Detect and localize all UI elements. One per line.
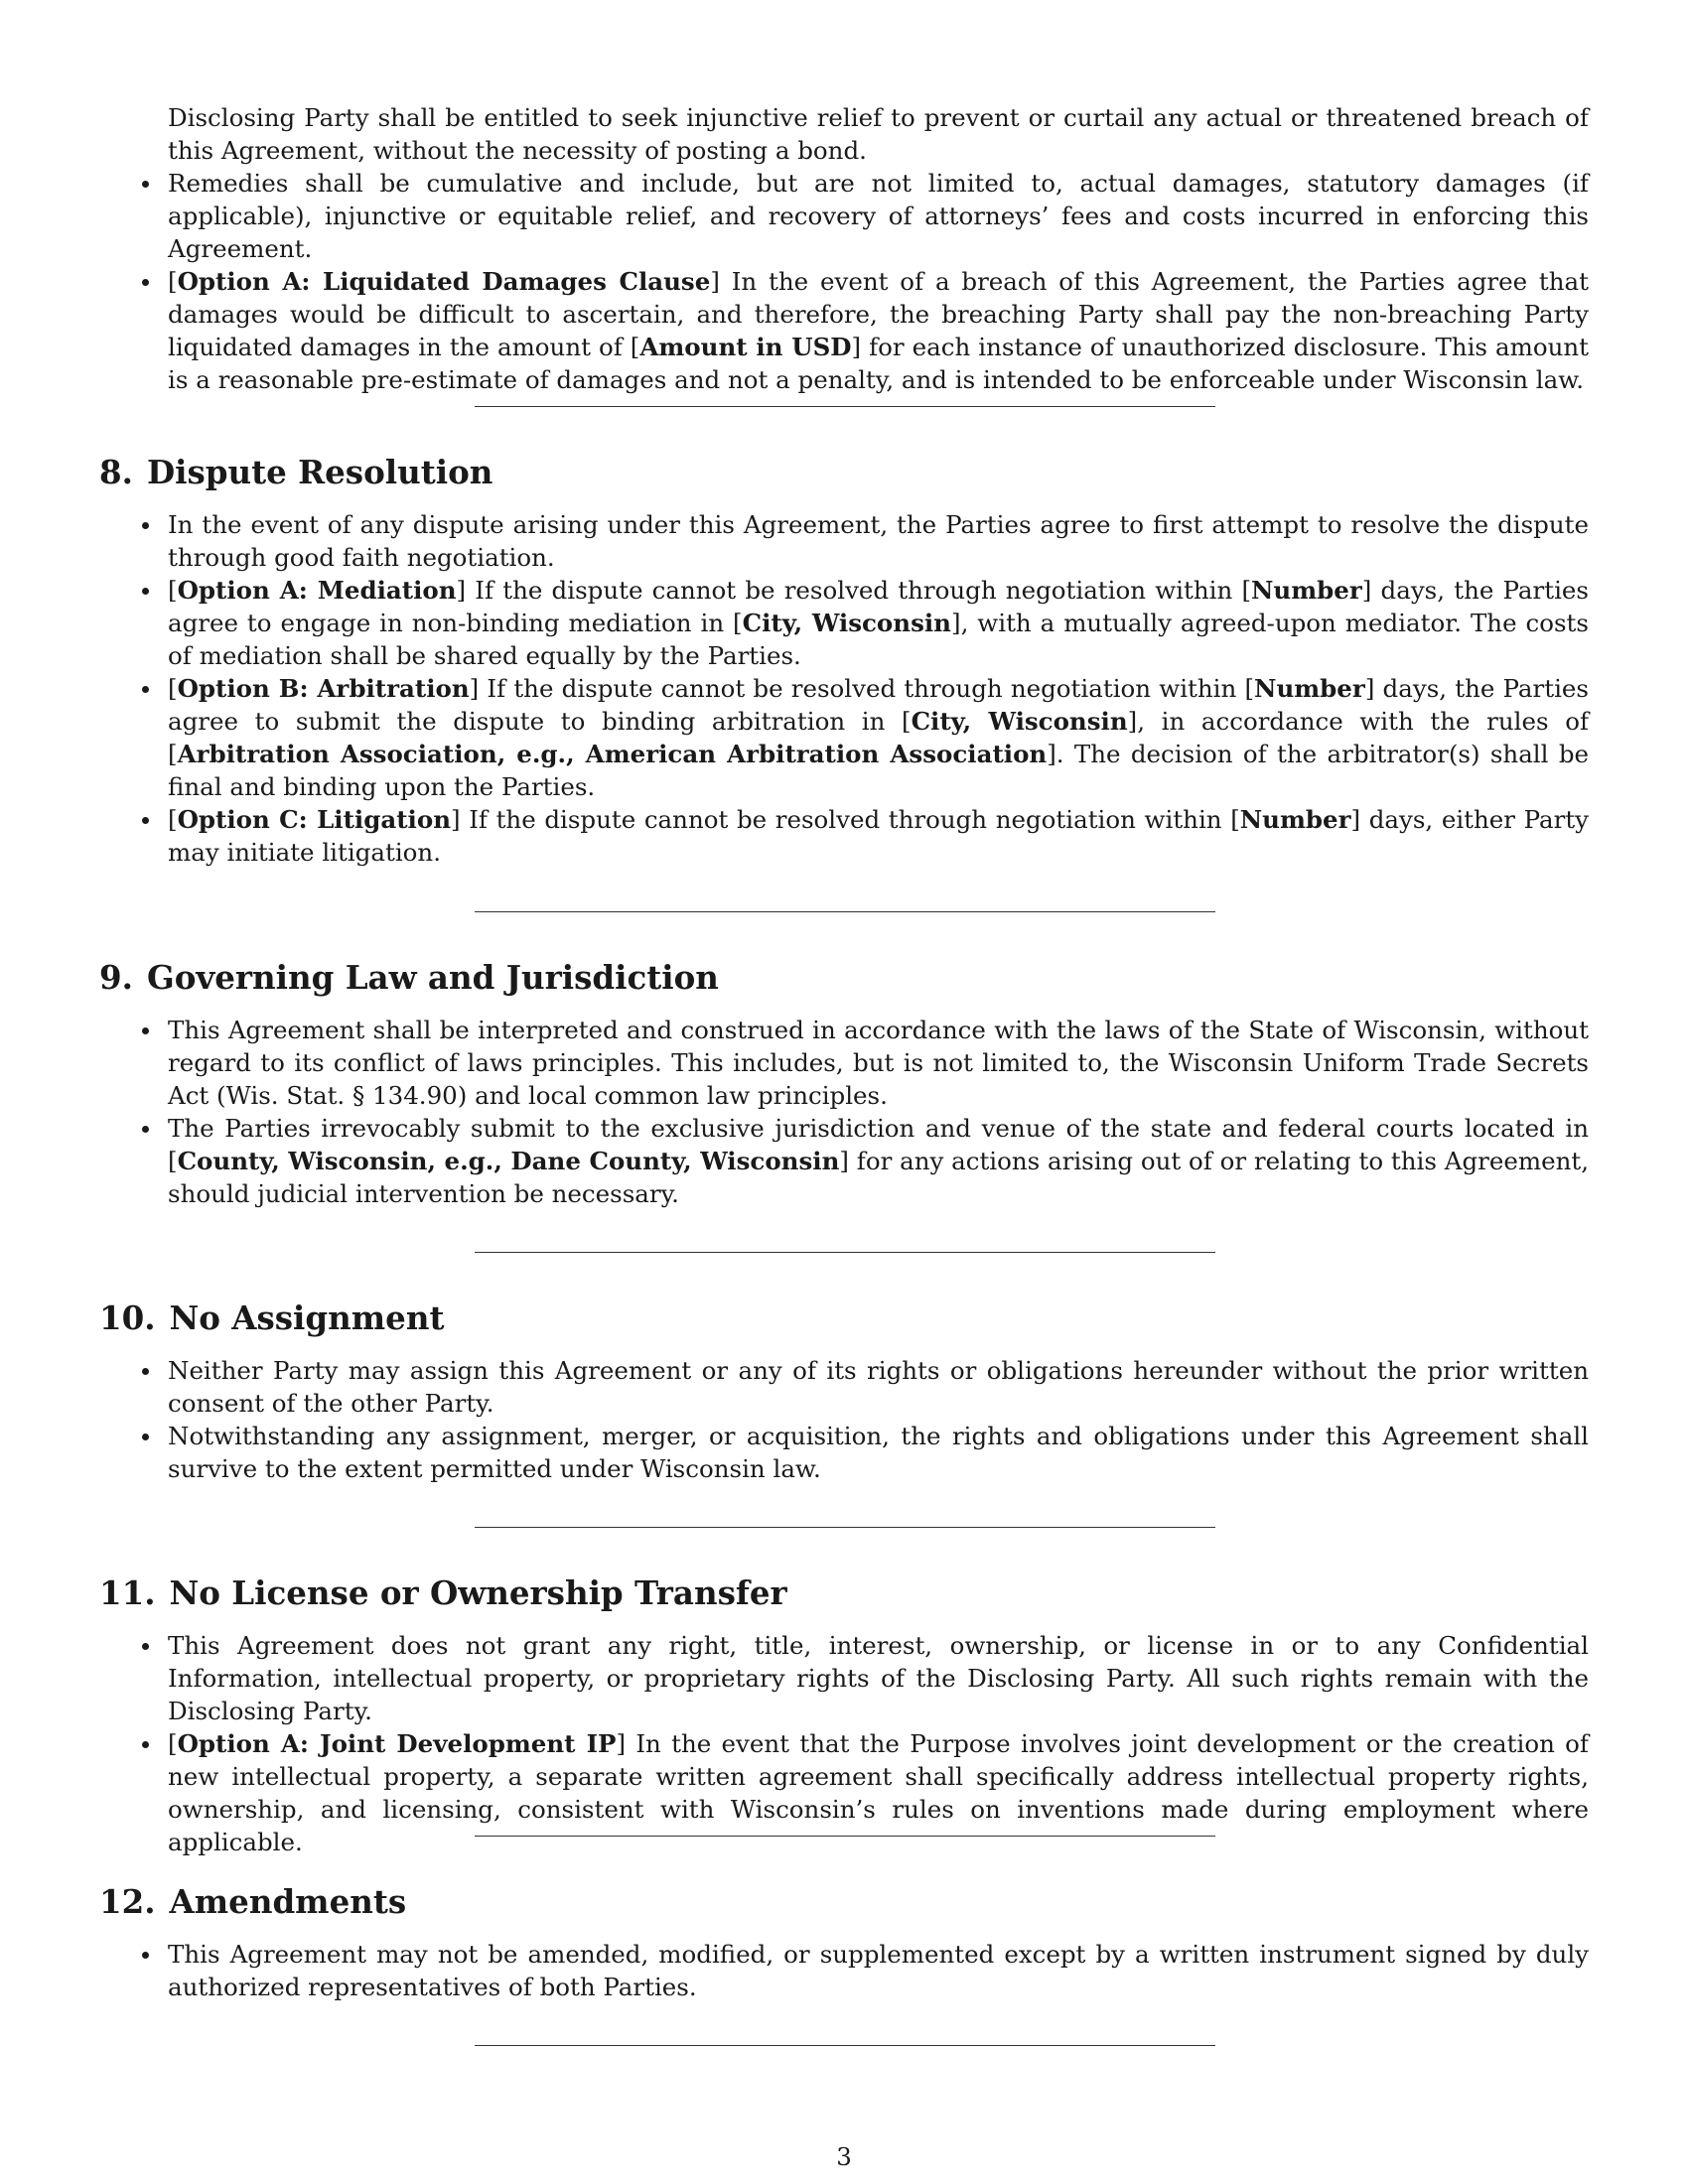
- section-divider: [475, 1527, 1215, 1528]
- list-item: This Agreement does not grant any right, title, interest, ownership, or license in or to any Confidential Information, intellectual property, or proprietary rights of the Disclosing Party. All such rights remain with the Disclosing Party.: [168, 1631, 1589, 1725]
- list-item: Notwithstanding any assignment, merger, or acquisition, the rights and obligations under this Agreement shall survive to the extent permitted under Wisconsin law.: [168, 1422, 1589, 1483]
- list-item-arbitration: [Option B: Arbitration] If the dispute cannot be resolved through negotiation within [Number] days, the Parties agree to submit the dispute to binding arbitration in [City, Wisconsin], in accordance with the rules of [Arbitration Association, e.g., American Arbitration Association]. The decision of the arbitrator(s) shall be final and binding upon the Parties.: [168, 674, 1590, 801]
- list-item-mediation: [Option A: Mediation] If the dispute cannot be resolved through negotiation within [Number] days, the Parties agree to engage in non-binding mediation in [City, Wisconsin], with a mutually agreed-upon mediator. The costs of mediation shall be shared equally by the Parties.: [168, 576, 1589, 670]
- section-divider: [475, 406, 1215, 407]
- list-item-litigation: [Option C: Litigation] If the dispute cannot be resolved through negotiation within [Number] days, either Party may initiate litigation.: [168, 805, 1590, 867]
- list-item: This Agreement may not be amended, modified, or supplemented except by a written instrument signed by duly authorized representatives of both Parties.: [168, 1940, 1589, 2001]
- list-item: The Parties irrevocably submit to the exclusive jurisdiction and venue of the state and federal courts located in [County, Wisconsin, e.g., Dane County, Wisconsin] for any actions arising out of or relating to this Agreement, should judicial intervention be necessary.: [168, 1114, 1589, 1208]
- list-item: This Agreement shall be interpreted and construed in accordance with the laws of the State of Wisconsin, without regard to its conflict of laws principles. This includes, but is not limited to, the Wisconsin Uniform Trade Secrets Act (Wis. Stat. § 134.90) and local common law principles.: [168, 1016, 1589, 1110]
- section-divider: [475, 911, 1215, 912]
- section-9-heading: 9. Governing Law and Jurisdiction: [99, 958, 719, 997]
- section-10-heading: 10. No Assignment: [99, 1298, 445, 1337]
- section-11-heading: 11. No License or Ownership Transfer: [99, 1573, 787, 1612]
- list-item-joint-development: [Option A: Joint Development IP] In the event that the Purpose involves joint development or the creation of new intellectual property, a separate written agreement shall specifically address intellectual property rights, ownership, and licensing, consistent with Wisconsin’s rules on inventions made during employment where applicable.: [168, 1729, 1589, 1856]
- section-9-list: [168, 1014, 1589, 1210]
- list-item-liquidated-damages: [Option A: Liquidated Damages Clause] In the event of a breach of this Agreement, the Parties agree that damages would be difficult to ascertain, and therefore, the breaching Party shall pay the non-breaching Party liquidated damages in the amount of [Amount in USD] for each instance of unauthorized disclosure. This amount is a reasonable pre-estimate of damages and not a penalty, and is intended to be enforceable under Wisconsin law.: [168, 267, 1589, 394]
- section-divider: [475, 2045, 1215, 2046]
- list-item-remedies: Remedies shall be cumulative and include, but are not limited to, actual damages, statutory damages (if applicable), injunctive or equitable relief, and recovery of attorneys’ fees and costs incurred in enforcing this Agreement.: [168, 169, 1589, 263]
- section-8-list: [168, 508, 1589, 869]
- section-8-heading: 8. Dispute Resolution: [99, 453, 493, 491]
- section-divider: [475, 1252, 1215, 1253]
- section-12-list: [168, 1938, 1589, 2003]
- section-divider: [475, 1836, 1215, 1837]
- list-item: Neither Party may assign this Agreement or any of its rights or obligations hereunder without the prior written consent of the other Party.: [168, 1356, 1589, 1418]
- continuation-paragraph: Disclosing Party shall be entitled to seek injunctive relief to prevent or curtail any actual or threatened breach of this Agreement, without the necessity of posting a bond.: [168, 103, 1589, 165]
- page-number: 3: [836, 2142, 852, 2171]
- section-7-remedies-list: [168, 167, 1589, 396]
- list-item: In the event of any dispute arising under this Agreement, the Parties agree to first attempt to resolve the dispute through good faith negotiation.: [168, 510, 1589, 572]
- section-12-heading: 12. Amendments: [99, 1882, 407, 1921]
- section-10-list: [168, 1354, 1589, 1485]
- section-11-list: [168, 1629, 1589, 1858]
